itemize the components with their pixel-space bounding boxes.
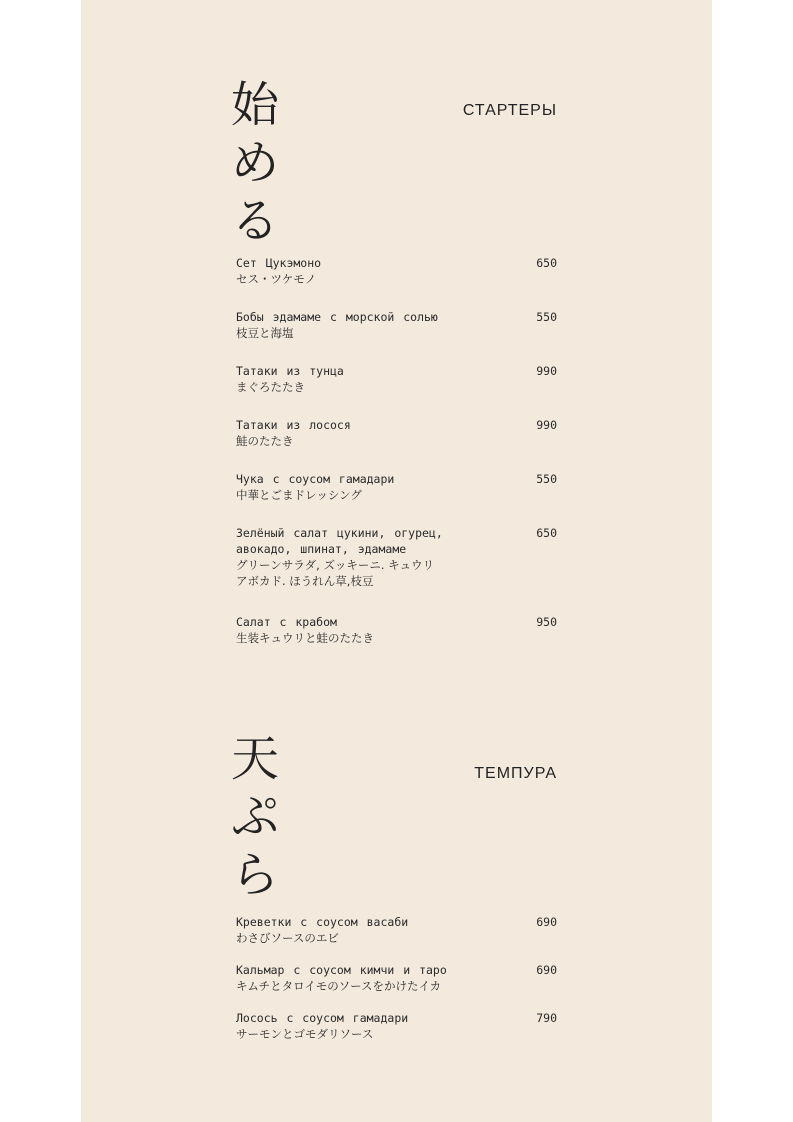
- item-name-jp: 生装キュウリと蛙のたたき: [236, 631, 374, 645]
- menu-item: [236, 309, 557, 341]
- item-name-jp: キムチとタロイモのソースをかけたイカ: [236, 979, 442, 993]
- item-price: 550: [536, 310, 557, 324]
- menu-item: [236, 363, 557, 395]
- item-price: 950: [536, 615, 557, 629]
- item-name-jp: まぐろたたき: [236, 380, 305, 394]
- item-name-jp: 枝豆と海塩: [236, 326, 294, 340]
- item-name-jp: グリーンサラダ, ズッキーニ. キュウリ アボカド. ほうれん草,枝豆: [236, 558, 435, 588]
- item-name-jp: わさびソースのエビ: [236, 931, 339, 945]
- menu-item: [236, 417, 557, 449]
- menu-item: [236, 1010, 557, 1042]
- item-price: 650: [536, 256, 557, 270]
- item-price: 690: [536, 915, 557, 929]
- item-name-jp: 鮭のたたき: [236, 434, 294, 448]
- item-price: 690: [536, 963, 557, 977]
- item-name-ru: Салат с крабом: [236, 615, 337, 629]
- item-name-jp: サーモンとゴモダリソース: [236, 1027, 374, 1041]
- item-name-ru: Креветки с соусом васаби: [236, 915, 409, 929]
- item-name-ru: Сет Цукэмоно: [236, 256, 322, 270]
- item-name-jp: 中華とごまドレッシング: [236, 488, 362, 502]
- kanji-char: ら: [230, 847, 279, 903]
- menu-item: [236, 471, 557, 503]
- item-name-ru: Кальмар с соусом кимчи и таро: [236, 963, 447, 977]
- menu-item: [236, 614, 557, 646]
- menu-item: [236, 525, 557, 589]
- item-name-ru: Лосось с соусом гамадари: [236, 1011, 409, 1025]
- menu-item: [236, 914, 557, 946]
- item-name-ru: Татаки из лосося: [236, 418, 351, 432]
- menu-item: [236, 962, 557, 994]
- item-name-ru: Бобы эдамаме с морской солью: [236, 310, 438, 324]
- tempura-kanji-title: [229, 730, 281, 904]
- kanji-char: ぷ: [230, 789, 279, 845]
- item-name-jp: セス・ツケモノ: [236, 272, 317, 286]
- item-name-ru: Чука с соусом гамадари: [236, 472, 395, 486]
- item-name-ru: Зелёный салат цукини, огурец, авокадо, шпинат, эдамаме: [236, 526, 443, 556]
- item-price: 550: [536, 472, 557, 486]
- menu-item: [236, 255, 557, 287]
- menu-page: [81, 0, 712, 1122]
- starters-heading: СТАРТЕРЫ: [462, 102, 557, 119]
- item-name-ru: Татаки из тунца: [236, 364, 344, 378]
- item-price: 990: [536, 364, 557, 378]
- item-price: 790: [536, 1011, 557, 1025]
- starters-kanji-title: [229, 76, 281, 250]
- kanji-char: 始: [230, 77, 279, 133]
- kanji-char: 天: [230, 731, 279, 787]
- item-price: 650: [536, 526, 557, 540]
- item-price: 990: [536, 418, 557, 432]
- kanji-char: め: [230, 135, 279, 191]
- kanji-char: る: [230, 193, 279, 249]
- tempura-heading: ТЕМПУРА: [474, 765, 557, 782]
